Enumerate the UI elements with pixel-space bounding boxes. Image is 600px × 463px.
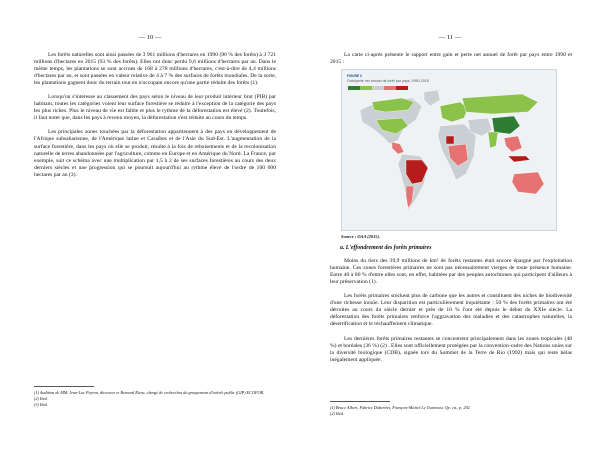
left-paragraph-2: Lorsqu'on s'intéresse au classement des pays selon le niveau de leur produit intérieur brut (PIB) par habitant, toutes les catégories voient leur surface forestière se réduire à l'exception de la catégorie des pays les plus riches. Plus le niveau de vie est faible et plus le rythme de la déforestation est élevé (2). Toutefois, il faut noter que, dans les pays à revenu moyen, la déforestation s'est réduite au cours du temps. — [34, 94, 276, 122]
figure-label: FIGURE 3 — [347, 74, 362, 79]
footnote-left-3: (3) Ibid. — [34, 402, 48, 407]
india-shape — [488, 132, 498, 148]
canada-shape — [372, 98, 414, 112]
nigeria-shape — [446, 136, 454, 144]
page-number-left: — 10 — — [138, 34, 162, 41]
world-map — [342, 70, 556, 230]
footnote-left-1: (1) Audition de MM. Jean-Luc Peyron, directeur et Bernard Riera, chargé de recherches du groupement d'intérêt public (GIP) ECOFOR. — [34, 390, 265, 395]
section-heading: a. L'effondrement des forêts primaires — [340, 245, 432, 252]
right-paragraph-2: Les forêts primaires stockent plus de carbone que les autres et constituent des niches de biodiversité d'une richesse inouïe. Leur disparition est particulièrement inquiétante : 50 % des forêts primaires ont été détruites au cours du siècle dernier et près de 10 % l'ont été depuis le début du XXIe siècle. La déforestation des forêts primaires renforce l'aggravation des maladies et des catastrophes naturelles, la désertification et le réchauffement climatique. — [330, 293, 572, 328]
right-intro: La carte ci-après présente le rapport entre gain et perte net annuel de forêt par pays entre 1990 et 2015 : — [330, 52, 572, 66]
footnote-right-2: (2) Ibid. — [330, 411, 344, 416]
right-paragraph-3: Les dernières forêts primaires restantes se concentrent principalement dans les zones tropicales (48 %) et boréales (36 %) (2) . Elles sont officiellement protégées par la convention-cadre des Nations unies sur la diversité biologique (CDB), signée lors du Sommet de la Terre de Rio (1992) mais qui reste hélas inégalement appliquée. — [330, 335, 572, 363]
central-america-shape — [392, 142, 404, 154]
left-footnotes — [34, 390, 274, 408]
china-shape — [492, 116, 520, 134]
page-number-right: — 11 — — [438, 34, 462, 41]
right-paragraph-1: Moins du tiers des 39,9 millions de km² de forêts restantes était encore épargné par l'exploitation humaine. Ces zones forestières primaires ne sont pas nécessairement vierges de toute présence humaine. Entre 40 à 80 % d'entre elles sont, en effet, habitées par des peuples autochtones qui participent d'ailleurs à leur préservation (1). — [330, 258, 572, 286]
figure-source: Source : OAA (2015). — [341, 234, 381, 240]
figure-title: Gain/perte net annuel de forêt par pays, 1990-2015 — [347, 79, 429, 84]
footnote-rule-left — [34, 386, 94, 387]
left-body — [34, 52, 276, 186]
indonesia-shape — [508, 156, 530, 162]
russia-shape — [462, 94, 538, 114]
left-paragraph-3: Les principales zones touchées par la déforestation appartiennent à des pays en développement de l'Afrique subsaharienne, de l'Amérique latine et Caraïbes et de l'Asie du Sud-Est. L'augmentation de la surface forestière, dans les pays où elle se produit, résulte à la fois de reboisements et de la recolonisation naturelle de terres abandonnées par l'agriculture, comme en Europe et en Amérique du Nord. La France, par exemple, suit ce schéma avec une multiplication par 1,5 à 2 de ses surfaces forestières au cours des deux derniers siècles et une progression qui se poursuit aujourd'hui au rythme élevé de l'ordre de 100 000 hectares par an (3). — [34, 129, 276, 178]
right-body — [330, 52, 572, 371]
greenland-shape — [424, 90, 440, 106]
australia-shape — [512, 172, 544, 194]
deforestation-map-figure — [341, 69, 557, 231]
right-footnotes — [330, 405, 572, 417]
footnote-left-2: (2) Ibid. — [34, 396, 48, 401]
left-paragraph-1: Les forêts naturelles sont ainsi passées de 3 961 millions d'hectares en 1990 (96 % des forêts) à 3 721 millions d'hectares en 2015 (93 % des forêts). Elles ont donc perdu 9,6 millions d'hectares par an. Dans le même temps, les plantations se sont accrues de 168 à 278 millions d'hectares, c'est-à-dire de 4,4 millions d'hectares par an, et sont passées en valeur relative de 4 à 7 % des surfaces de forêts mondiales. De la sorte, les plantations gagnent donc du terrain tout en n'occupant encore qu'une partie réduite des forêts (1). — [34, 52, 276, 87]
footnote-rule-right — [330, 401, 390, 402]
footnote-right-1: (1) Bruce Albert, Fabrice Dubertret, François-Michel Le Tourneau, Op. cit., p. 292. — [330, 405, 471, 410]
southeast-asia-shape — [504, 136, 522, 152]
